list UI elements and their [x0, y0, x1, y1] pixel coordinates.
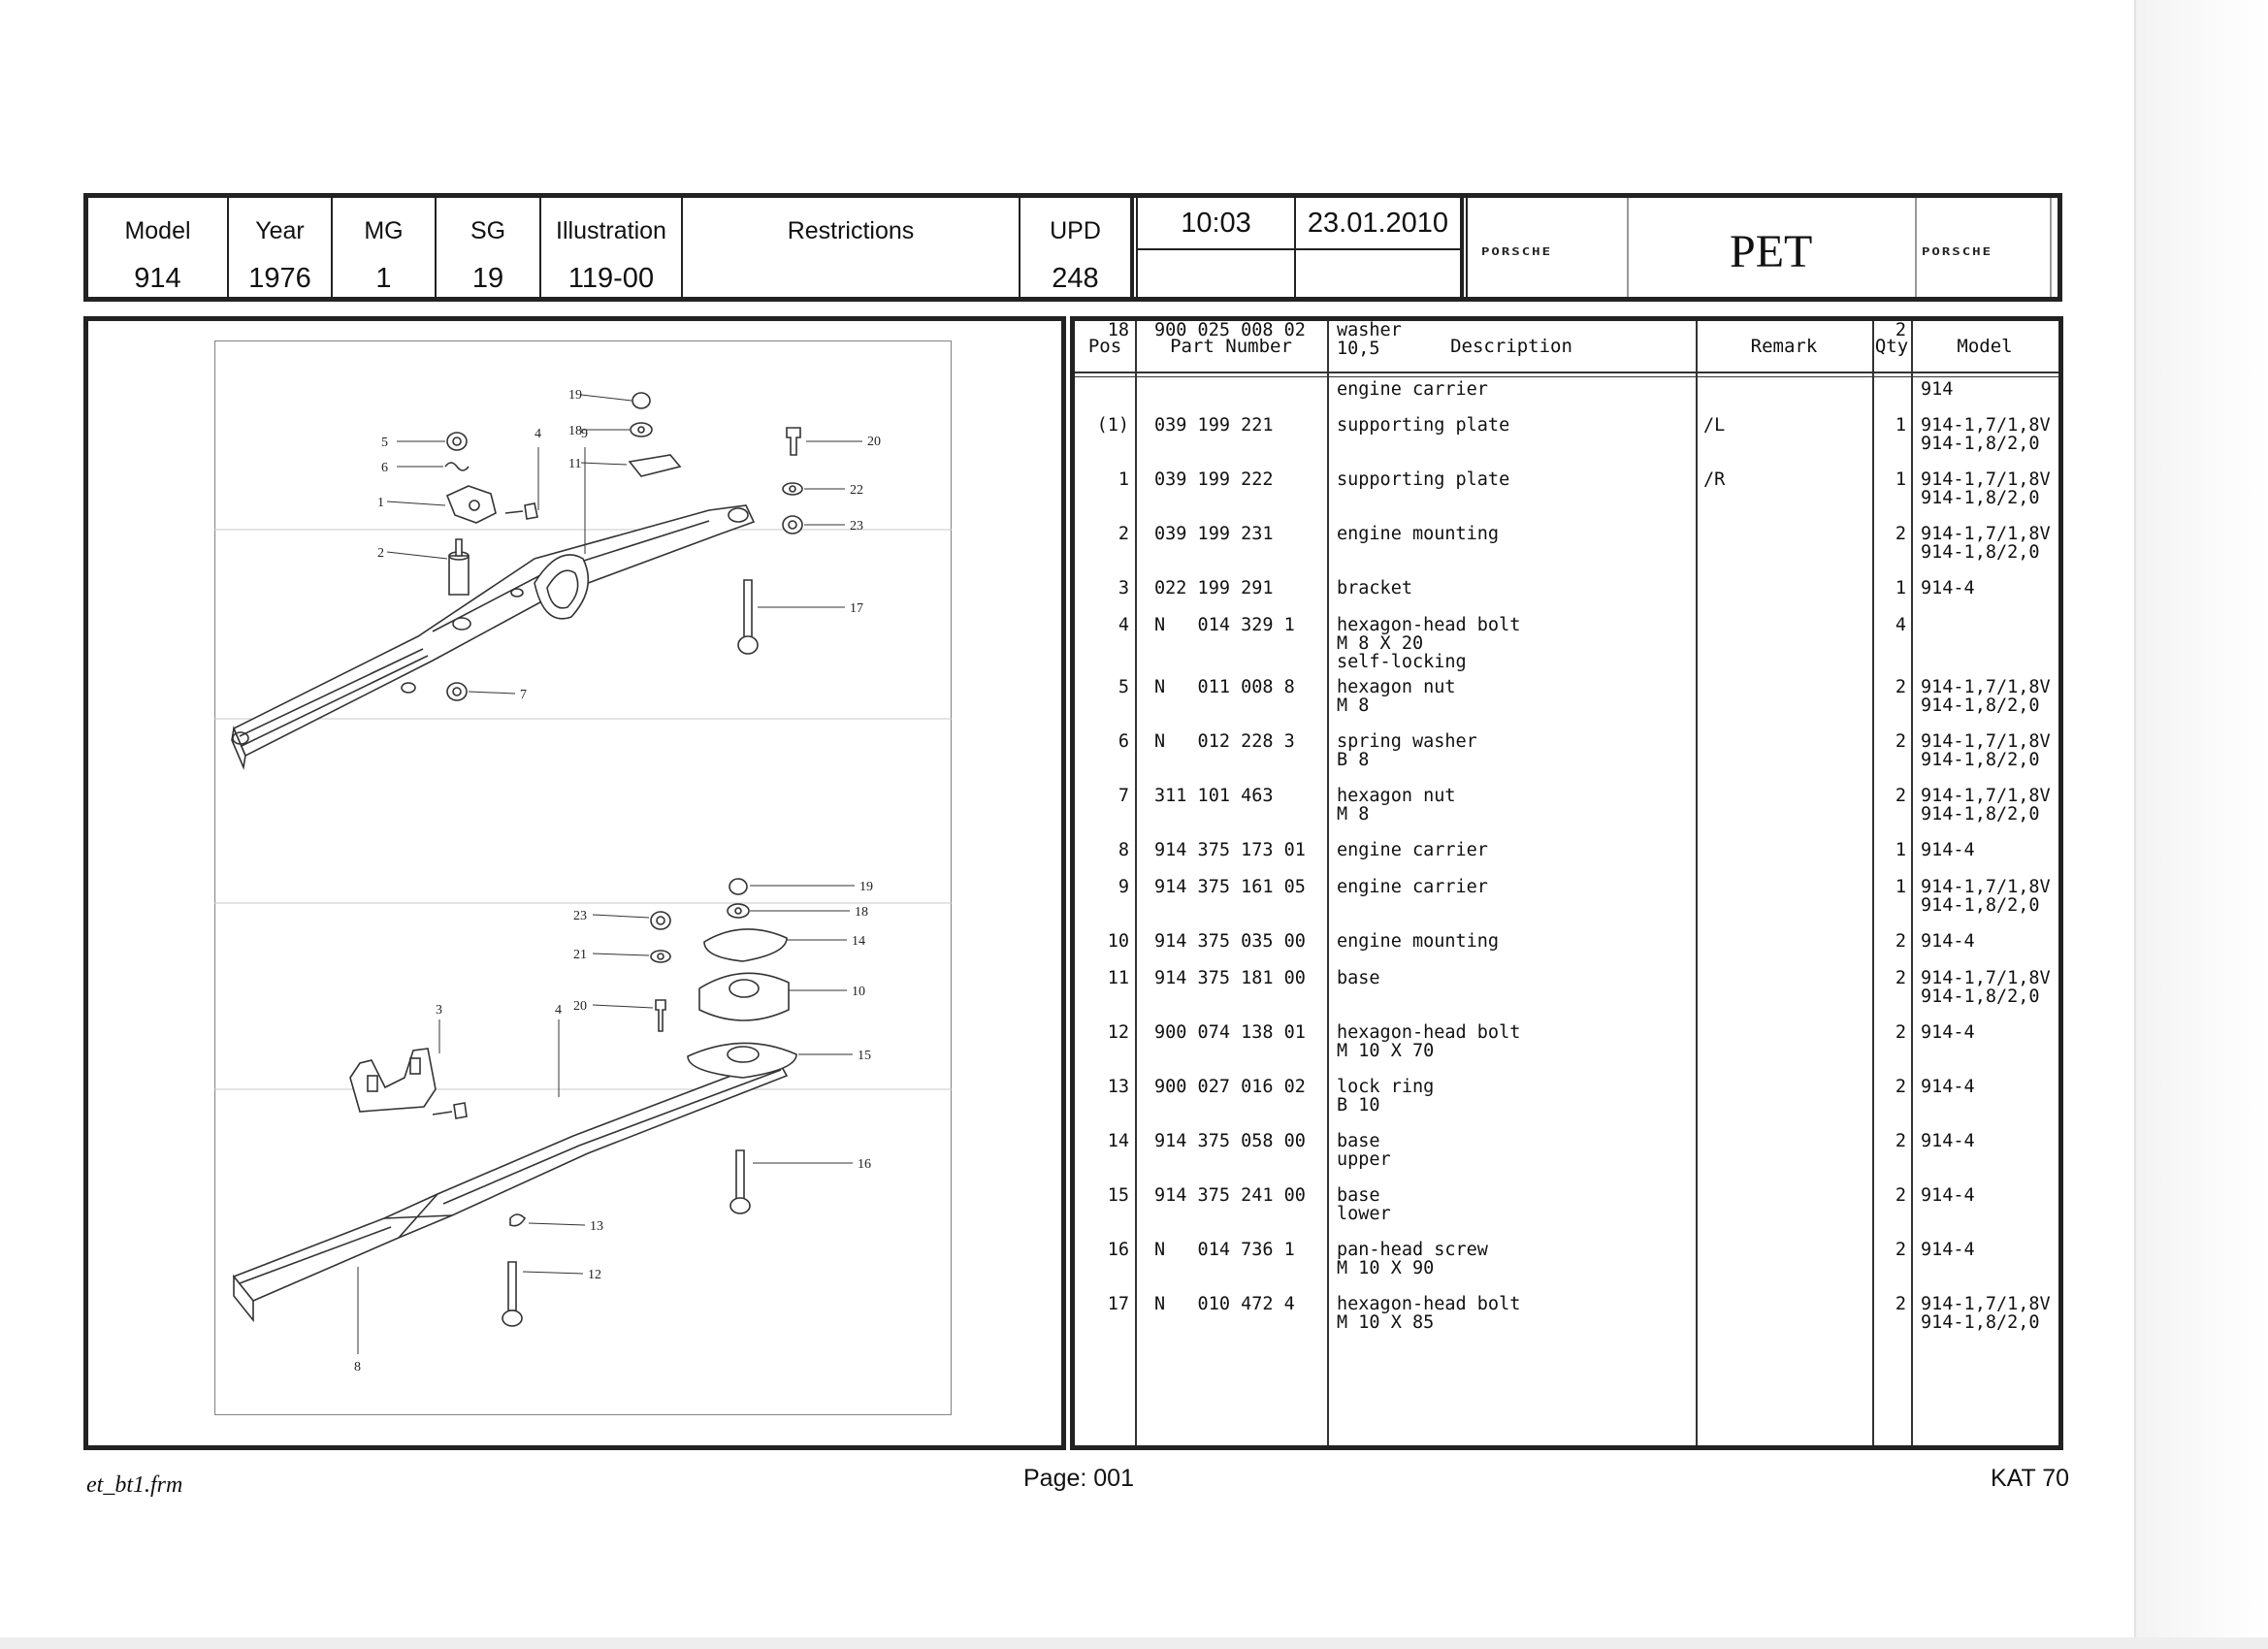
description-cell-line: hexagon-head bolt — [1337, 615, 1521, 635]
model-cell — [1921, 470, 2051, 507]
header-upd-value: 248 — [1052, 263, 1099, 294]
model-cell — [1921, 1078, 1975, 1096]
qty-cell: 2 — [1895, 1131, 1906, 1151]
model-cell-line: 914-4 — [1921, 1240, 1975, 1260]
callout: 23 — [573, 909, 587, 923]
description-cell — [1337, 1132, 1391, 1169]
qty-cell: 2 — [1895, 1185, 1906, 1206]
callout: 3 — [436, 1003, 442, 1018]
callout: 18 — [855, 905, 868, 920]
scan-bottom-margin — [0, 1637, 2268, 1649]
header-time-box — [1138, 198, 1296, 297]
description-cell-line: M 10 X 70 — [1337, 1041, 1435, 1061]
header-illustration-value: 119-00 — [567, 263, 655, 294]
description-cell-line: hexagon-head bolt — [1337, 1022, 1521, 1043]
header-upd-label: UPD — [1050, 217, 1101, 244]
header-year-label: Year — [255, 217, 305, 244]
column-header-pos: Pos — [1087, 336, 1122, 357]
callout: 16 — [858, 1157, 871, 1172]
qty-cell: 2 — [1895, 786, 1906, 806]
header-sg-value: 19 — [471, 263, 504, 294]
description-cell-line: lower — [1337, 1204, 1391, 1224]
pos-cell: 6 — [1118, 731, 1129, 752]
description-cell-line: supporting plate — [1337, 415, 1510, 436]
model-cell — [1921, 878, 2051, 915]
description-cell-line: M 8 X 20 — [1337, 633, 1424, 654]
model-cell — [1921, 525, 2051, 562]
model-cell-line: 914-1,7/1,8V — [1921, 1294, 2051, 1314]
pos-cell: 16 — [1107, 1240, 1129, 1260]
pos-cell: 9 — [1118, 877, 1129, 897]
description-cell-line: hexagon-head bolt — [1337, 1294, 1521, 1314]
callout: 4 — [535, 427, 541, 441]
qty-cell: 1 — [1895, 415, 1906, 436]
description-cell-line: B 10 — [1337, 1095, 1380, 1116]
model-cell-line: 914-1,7/1,8V — [1921, 786, 2051, 806]
column-header-description: Description — [1450, 336, 1572, 357]
header-bar — [83, 193, 2062, 302]
qty-cell: 2 — [1895, 524, 1906, 544]
qty-cell: 2 — [1895, 968, 1906, 988]
header-illustration-label: Illustration — [556, 217, 666, 244]
model-cell — [1921, 969, 2051, 1006]
header-illustration — [541, 198, 683, 297]
model-cell-line: 914-1,7/1,8V — [1921, 877, 2051, 897]
qty-cell: 2 — [1895, 1022, 1906, 1043]
column-header-part-number: Part Number — [1170, 336, 1292, 357]
model-cell-line: 914-1,7/1,8V — [1921, 415, 2051, 436]
model-cell — [1921, 416, 2051, 453]
header-model-label: Model — [124, 217, 191, 244]
model-cell-line: 914-4 — [1921, 1185, 1975, 1206]
header-mg-value: 1 — [375, 263, 392, 294]
callout: 6 — [381, 461, 388, 475]
callout: 7 — [520, 688, 527, 702]
model-cell-line: 914-1,8/2,0 — [1921, 750, 2040, 770]
description-cell — [1337, 678, 1456, 715]
model-cell — [1921, 1023, 1975, 1042]
description-cell-line: pan-head screw — [1337, 1240, 1488, 1260]
qty-cell: 1 — [1895, 578, 1906, 598]
callout: 22 — [850, 483, 863, 498]
pos-cell: 14 — [1107, 1131, 1129, 1151]
part-number-cell: 039 199 231 — [1154, 524, 1274, 544]
callout: 18 — [568, 424, 582, 438]
part-number-cell: 900 027 016 02 — [1154, 1077, 1306, 1097]
model-cell-line: 914-4 — [1921, 840, 1975, 860]
description-cell-line: base — [1337, 1131, 1380, 1151]
header-upd — [1021, 198, 1132, 297]
description-cell — [1337, 416, 1509, 435]
qty-cell: 1 — [1895, 840, 1906, 860]
pos-cell: 5 — [1118, 677, 1129, 697]
column-header-remark: Remark — [1750, 336, 1818, 357]
description-cell-line: base — [1337, 968, 1380, 988]
qty-cell: 1 — [1895, 469, 1906, 490]
description-cell — [1337, 470, 1509, 489]
model-cell-line: 914-1,8/2,0 — [1921, 488, 2040, 508]
form-name: et_bt1.frm — [86, 1472, 183, 1498]
scan-margin — [2134, 0, 2268, 1649]
column-divider — [1872, 321, 1874, 1445]
callout: 2 — [377, 546, 384, 561]
part-number-cell: 900 025 008 02 — [1154, 320, 1306, 340]
model-cell — [1921, 579, 1975, 598]
description-cell-line: M 10 X 85 — [1337, 1312, 1435, 1333]
model-cell-line: 914-1,7/1,8V — [1921, 677, 2051, 697]
header-sg-label: SG — [470, 217, 506, 244]
leader-lines-bottom — [358, 886, 855, 1354]
callout: 13 — [590, 1219, 603, 1234]
qty-cell: 2 — [1895, 1077, 1906, 1097]
description-cell — [1337, 1186, 1391, 1223]
description-cell — [1337, 732, 1477, 769]
pos-cell: 10 — [1107, 931, 1129, 952]
header-time: 10:03 — [1138, 198, 1294, 250]
description-cell — [1337, 380, 1488, 399]
description-cell — [1337, 787, 1456, 824]
part-number-cell: 914 375 241 00 — [1154, 1185, 1306, 1206]
part-number-cell: 914 375 173 01 — [1154, 840, 1306, 860]
description-cell — [1337, 616, 1520, 671]
logo-divider — [1915, 198, 1917, 297]
column-divider — [1135, 321, 1137, 1445]
description-cell — [1337, 1078, 1434, 1115]
column-divider — [1911, 321, 1913, 1445]
pos-cell: 15 — [1107, 1185, 1129, 1206]
header-date-box — [1296, 198, 1462, 297]
pos-cell: 1 — [1118, 469, 1129, 490]
exploded-view-drawing — [214, 340, 952, 1415]
header-mg — [333, 198, 437, 297]
qty-cell: 2 — [1895, 320, 1906, 340]
part-number-cell: N 012 228 3 — [1154, 731, 1295, 752]
pos-cell: 13 — [1107, 1077, 1129, 1097]
description-cell-line: M 8 — [1337, 695, 1370, 716]
qty-cell: 4 — [1895, 615, 1906, 635]
column-divider — [1696, 321, 1698, 1445]
model-cell-line: 914-1,7/1,8V — [1921, 524, 2051, 544]
model-cell — [1921, 787, 2051, 824]
header-model-value: 914 — [134, 263, 181, 294]
description-cell-line: base — [1337, 1185, 1380, 1206]
description-cell — [1337, 1023, 1520, 1060]
pos-cell: 4 — [1118, 615, 1129, 635]
model-cell-line: 914-4 — [1921, 578, 1975, 598]
description-cell-line: hexagon nut — [1337, 786, 1456, 806]
part-number-cell: 022 199 291 — [1154, 578, 1274, 598]
model-cell-line: 914-1,8/2,0 — [1921, 986, 2040, 1007]
header-mg-label: MG — [364, 217, 404, 244]
qty-cell: 2 — [1895, 931, 1906, 952]
model-cell — [1921, 841, 1975, 859]
part-number-cell: 039 199 221 — [1154, 415, 1274, 436]
page-number: Page: 001 — [1023, 1465, 1134, 1492]
description-cell-line: supporting plate — [1337, 469, 1510, 490]
remark-cell: /L — [1703, 415, 1726, 436]
callout: 11 — [568, 457, 582, 471]
callout: 20 — [573, 999, 587, 1014]
model-cell — [1921, 932, 1975, 951]
description-cell — [1337, 1241, 1488, 1277]
callout: 14 — [852, 934, 865, 949]
part-number-cell: 914 375 161 05 — [1154, 877, 1306, 897]
model-cell-line: 914-4 — [1921, 931, 1975, 952]
pos-cell: 3 — [1118, 578, 1129, 598]
description-cell-line: engine mounting — [1337, 524, 1500, 544]
engine-carrier-top — [232, 505, 754, 767]
description-cell-line: upper — [1337, 1149, 1391, 1170]
column-header-qty: Qty — [1874, 336, 1909, 357]
pos-cell: 12 — [1107, 1022, 1129, 1043]
description-cell-line: engine carrier — [1337, 840, 1488, 860]
part-number-cell: 039 199 222 — [1154, 469, 1274, 490]
part-number-cell: N 011 008 8 — [1154, 677, 1295, 697]
part-number-cell: N 014 736 1 — [1154, 1240, 1295, 1260]
model-cell-line: 914-1,8/2,0 — [1921, 695, 2040, 716]
scan-edge — [2134, 0, 2136, 1649]
part-number-cell: 914 375 058 00 — [1154, 1131, 1306, 1151]
model-cell — [1921, 380, 1953, 399]
description-cell — [1337, 321, 1402, 358]
pos-cell: 8 — [1118, 840, 1129, 860]
description-cell — [1337, 969, 1380, 987]
hardware-bottom — [502, 879, 796, 1326]
column-header-model: Model — [1957, 336, 2013, 357]
description-cell-line: engine carrier — [1337, 877, 1488, 897]
parts-table — [1070, 316, 2063, 1450]
catalog-code: KAT 70 — [1991, 1465, 2070, 1492]
model-cell-line: 914-1,7/1,8V — [1921, 731, 2051, 752]
header-rule — [1075, 372, 2058, 377]
model-cell-line: 914-1,8/2,0 — [1921, 804, 2040, 824]
illustration-panel — [83, 316, 1066, 1450]
pos-cell: 18 — [1107, 320, 1129, 340]
description-cell-line: hexagon nut — [1337, 677, 1456, 697]
model-cell-line: 914-4 — [1921, 1131, 1975, 1151]
qty-cell: 2 — [1895, 1294, 1906, 1314]
model-cell-line: 914-1,8/2,0 — [1921, 895, 2040, 916]
pos-cell: 11 — [1107, 968, 1129, 988]
callout: 20 — [867, 435, 881, 449]
header-year — [229, 198, 333, 297]
model-cell — [1921, 1186, 1975, 1205]
model-cell-line: 914-1,8/2,0 — [1921, 434, 2040, 454]
callout: 21 — [573, 948, 587, 962]
callout: 12 — [588, 1268, 601, 1282]
description-cell-line: engine carrier — [1337, 379, 1488, 400]
header-restrictions — [683, 198, 1021, 297]
callout: 5 — [381, 436, 388, 450]
description-cell-line: M 10 X 90 — [1337, 1258, 1435, 1278]
description-cell — [1337, 1295, 1520, 1332]
model-cell — [1921, 678, 2051, 715]
description-cell-line: washer — [1337, 320, 1402, 340]
logo-divider — [2050, 198, 2052, 297]
qty-cell: 1 — [1895, 877, 1906, 897]
callout: 19 — [568, 388, 582, 403]
model-cell — [1921, 1132, 1975, 1150]
part-number-cell: 900 074 138 01 — [1154, 1022, 1306, 1043]
description-cell — [1337, 579, 1412, 598]
model-cell — [1921, 732, 2051, 769]
callout: 8 — [354, 1360, 361, 1374]
part-number-cell: 311 101 463 — [1154, 786, 1274, 806]
column-divider — [1327, 321, 1329, 1445]
description-cell — [1337, 932, 1499, 951]
header-restrictions-label: Restrictions — [787, 217, 915, 244]
description-cell-line: spring washer — [1337, 731, 1477, 752]
header-divider — [1462, 198, 1468, 297]
header-year-value: 1976 — [248, 263, 311, 294]
pos-cell: 7 — [1118, 786, 1129, 806]
model-cell-line: 914-4 — [1921, 1077, 1975, 1097]
model-cell-line: 914-1,8/2,0 — [1921, 542, 2040, 563]
callout: 19 — [859, 880, 873, 894]
part-number-cell: 914 375 035 00 — [1154, 931, 1306, 952]
porsche-logo-right: PORSCHE — [1922, 246, 1993, 258]
remark-cell: /R — [1703, 469, 1726, 490]
description-cell-line: 10,5 — [1337, 339, 1380, 359]
model-cell — [1921, 1295, 2051, 1332]
logo-divider — [1627, 198, 1629, 297]
description-cell-line: B 8 — [1337, 750, 1370, 770]
description-cell-line: engine mounting — [1337, 931, 1500, 952]
description-cell — [1337, 878, 1488, 896]
model-cell-line: 914-4 — [1921, 1022, 1975, 1043]
qty-cell: 2 — [1895, 677, 1906, 697]
pos-cell: 17 — [1107, 1294, 1129, 1314]
description-cell-line: lock ring — [1337, 1077, 1435, 1097]
callout: 10 — [852, 985, 865, 999]
header-model — [88, 198, 229, 297]
porsche-logo-left: PORSCHE — [1481, 246, 1553, 258]
description-cell-line: bracket — [1337, 578, 1412, 598]
pos-cell: 2 — [1118, 524, 1129, 544]
pet-title: PET — [1730, 226, 1813, 277]
description-cell-line: M 8 — [1337, 804, 1370, 824]
part-number-cell: 914 375 181 00 — [1154, 968, 1306, 988]
part-number-cell: N 014 329 1 — [1154, 615, 1295, 635]
callout: 1 — [377, 496, 384, 510]
qty-cell: 2 — [1895, 731, 1906, 752]
part-number-cell: N 010 472 4 — [1154, 1294, 1295, 1314]
model-cell-line: 914-1,7/1,8V — [1921, 968, 2051, 988]
header-sg — [437, 198, 541, 297]
pos-cell: (1) — [1096, 415, 1129, 436]
model-cell-line: 914-1,8/2,0 — [1921, 1312, 2040, 1333]
model-cell — [1921, 1241, 1975, 1259]
callout: 9 — [581, 427, 588, 441]
model-cell-line: 914 — [1921, 379, 1954, 400]
callout: 23 — [850, 519, 863, 534]
callout: 15 — [858, 1049, 871, 1063]
header-date: 23.01.2010 — [1296, 198, 1460, 250]
description-cell — [1337, 841, 1488, 859]
qty-cell: 2 — [1895, 1240, 1906, 1260]
description-cell — [1337, 525, 1499, 543]
callout: 17 — [850, 601, 863, 616]
description-cell-line: self-locking — [1337, 652, 1467, 672]
model-cell-line: 914-1,7/1,8V — [1921, 469, 2051, 490]
callout: 4 — [555, 1003, 562, 1018]
